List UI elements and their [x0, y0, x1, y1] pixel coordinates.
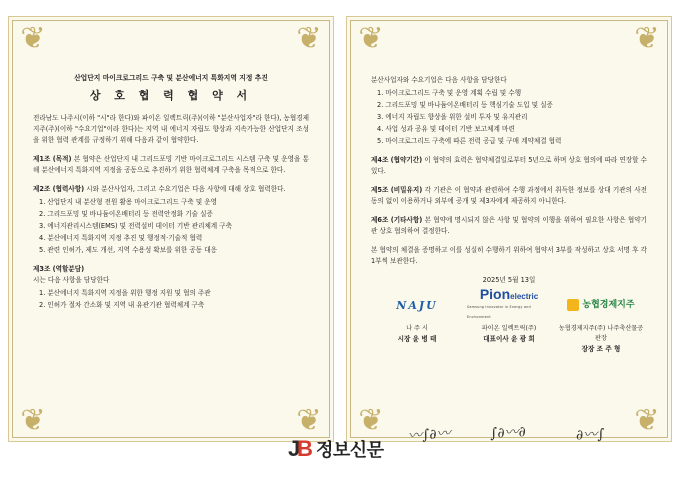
pion-logo-tagline: Samsung Innovator in Energy and Environment — [467, 304, 531, 319]
partner-logos — [375, 285, 643, 319]
list-item: 2. 그리드포밍 및 바나듐이온배터리 등 핵심기술 도입 및 실증 — [377, 101, 553, 109]
list-item: 5. 관련 인허가, 제도 개선, 지역 수용성 확보를 위한 공동 대응 — [39, 246, 217, 254]
article-body: 시는 다음 사항을 담당한다 — [33, 276, 110, 284]
article-heading: 제4조 (협약기간) — [371, 156, 423, 164]
signer-name: 시장 윤 병 태 — [397, 335, 437, 343]
corner-ornament-icon: ❦ — [296, 403, 322, 438]
naju-city-logo — [375, 293, 459, 317]
article-heading: 제3조 (역할분담) — [33, 265, 85, 273]
corner-ornament-icon: ❦ — [20, 403, 46, 438]
list-item: 4. 분산에너지 특화지역 지정 추진 및 행정적·기술적 협력 — [39, 234, 203, 242]
signer-name: 대표이사 윤 광 희 — [483, 335, 535, 343]
article-2 — [33, 184, 309, 256]
list-item: 2. 그리드포밍 및 바나듐이온배터리 등 전력안정화 기술 실증 — [39, 210, 213, 218]
article-body: 각 기관은 이 협약과 관련하여 수행 과정에서 취득한 정보를 상대 기관의 사전 동의 없이 이용하거나 외부에 공개 및 제3자에게 제공하지 아니한다. — [371, 186, 647, 205]
publisher-name: 정보신문 — [316, 440, 384, 461]
signature-naju: 〰∫∂〰 — [407, 425, 452, 445]
signer-block — [373, 324, 645, 354]
article-heading: 제1조 (목적) — [33, 155, 72, 163]
article-body: 분산사업자와 수요기업은 다음 사항을 담당한다 — [371, 76, 507, 84]
left-page-content — [33, 73, 309, 319]
list-item: 5. 마이크로그리드 구축에 따른 전력 공급 및 구매 계약체결 협력 — [377, 137, 562, 145]
signer-org: 파이온 일렉트릭(주) — [481, 325, 537, 332]
article-body: 시와 분산사업자, 그리고 수요기업은 다음 사항에 대해 상호 협력한다. — [84, 185, 286, 193]
nh-logo-text: 농협경제지주 — [582, 299, 635, 310]
corner-ornament-icon: ❦ — [634, 403, 660, 438]
list-item: 3. 에너지관리시스템(EMS) 및 전력설비 데이터 기반 관리체계 구축 — [39, 222, 233, 230]
article-5 — [371, 185, 647, 207]
article-heading: 제2조 (협력사항) — [33, 185, 85, 193]
list-item: 1. 산업단지 내 분산형 전원 활용 마이크로그리드 구축 및 운영 — [39, 198, 218, 206]
article-3-continued — [371, 75, 647, 147]
nh-mark-icon — [567, 299, 579, 311]
list-item: 1. 마이크로그리드 구축 및 운영 계획 수립 및 수행 — [377, 89, 522, 97]
signing-date: 2025년 5월 13일 — [482, 276, 536, 284]
article-6 — [371, 215, 647, 237]
closing-paragraph: 본 협약의 체결을 증명하고 이를 성실히 수행하기 위하여 협약서 3부를 작성하고 상호 서명 후 각 1부씩 보관한다. — [371, 246, 647, 265]
signer-org: 농협경제지주(주) 나주축산물공판장 — [558, 325, 644, 342]
article-body: 본 협약은 산업단지 내 그리드포밍 기반 마이크로그리드 시스템 구축 및 운영을 통해 분산에너지 특화지역 지정을 공동으로 추진하기 위한 협력체계 구축을 목적으로 한다. — [33, 155, 309, 174]
corner-ornament-icon: ❦ — [358, 21, 384, 56]
intro-paragraph: 전라남도 나주시(이하 "시"라 한다)와 파이온 일렉트릭(주)(이하 "분산사업자"라 한다), 농협경제지주(주)(이하 "수요기업"이라 한다)는 지역 내 에너지 자립도 향상과 지속가능한 산업단지 조성을 위한 협력 관계를 규정하기 위해 다음과 같이 협약한다. — [33, 114, 309, 144]
pion-logo-text: Pionelectric — [479, 285, 539, 302]
jb-logo-icon: J B — [288, 436, 313, 461]
article-heading: 제5조 (비밀유지) — [371, 186, 423, 194]
list-item: 4. 사업 성과 공유 및 데이터 기반 보고체계 마련 — [377, 125, 515, 133]
document-title: 상 호 협 력 협 약 서 — [89, 89, 253, 102]
signature-nh: ∂〰∫ — [575, 426, 605, 444]
article-1 — [33, 154, 309, 176]
article-3 — [33, 264, 309, 311]
signature-pion: ∫∂〰∂ — [489, 424, 527, 442]
signer-name: 장장 조 주 형 — [581, 345, 621, 353]
pion-electric-logo — [467, 285, 551, 319]
signer-pion — [465, 324, 553, 354]
agreement-page-left — [12, 20, 330, 438]
article-heading: 제6조 (기타사항) — [371, 216, 423, 224]
naju-logo-text: NAJU — [396, 298, 438, 312]
article-3-items — [39, 288, 309, 311]
list-item: 1. 분산에너지 특화지역 지정을 위한 행정 지원 및 협의 주관 — [39, 289, 211, 297]
article-body: 본 협약에 명시되지 않은 사항 및 협약의 이행을 위하여 필요한 사항은 협약기관 상호 협의하여 결정한다. — [371, 216, 647, 235]
handwritten-signatures — [380, 418, 680, 458]
corner-ornament-icon: ❦ — [634, 21, 660, 56]
list-item: 3. 에너지 자립도 향상을 위한 설비 투자 및 유지관리 — [377, 113, 528, 121]
right-page-content — [371, 75, 647, 354]
nh-logo — [559, 293, 643, 317]
article-2-items — [39, 197, 309, 256]
article-body: 이 협약의 효력은 협약체결일로부터 5년으로 하며 상호 협의에 따라 연장할 수 있다. — [371, 156, 647, 175]
signer-naju — [373, 324, 461, 354]
agreement-page-right — [350, 20, 668, 438]
list-item: 2. 인허가 절차 간소화 및 지역 내 유관기관 협력체계 구축 — [39, 301, 205, 309]
corner-ornament-icon: ❦ — [296, 21, 322, 56]
publisher-watermark — [286, 436, 384, 462]
document-subtitle: 산업단지 마이크로그리드 구축 및 분산에너지 특화지역 지정 추진 — [74, 74, 268, 82]
signer-nh — [557, 324, 645, 354]
article-4 — [371, 155, 647, 177]
article-3-continued-items — [377, 88, 647, 147]
corner-ornament-icon: ❦ — [20, 21, 46, 56]
signer-org: 나 주 시 — [406, 325, 428, 332]
corner-ornament-icon: ❦ — [358, 403, 384, 438]
